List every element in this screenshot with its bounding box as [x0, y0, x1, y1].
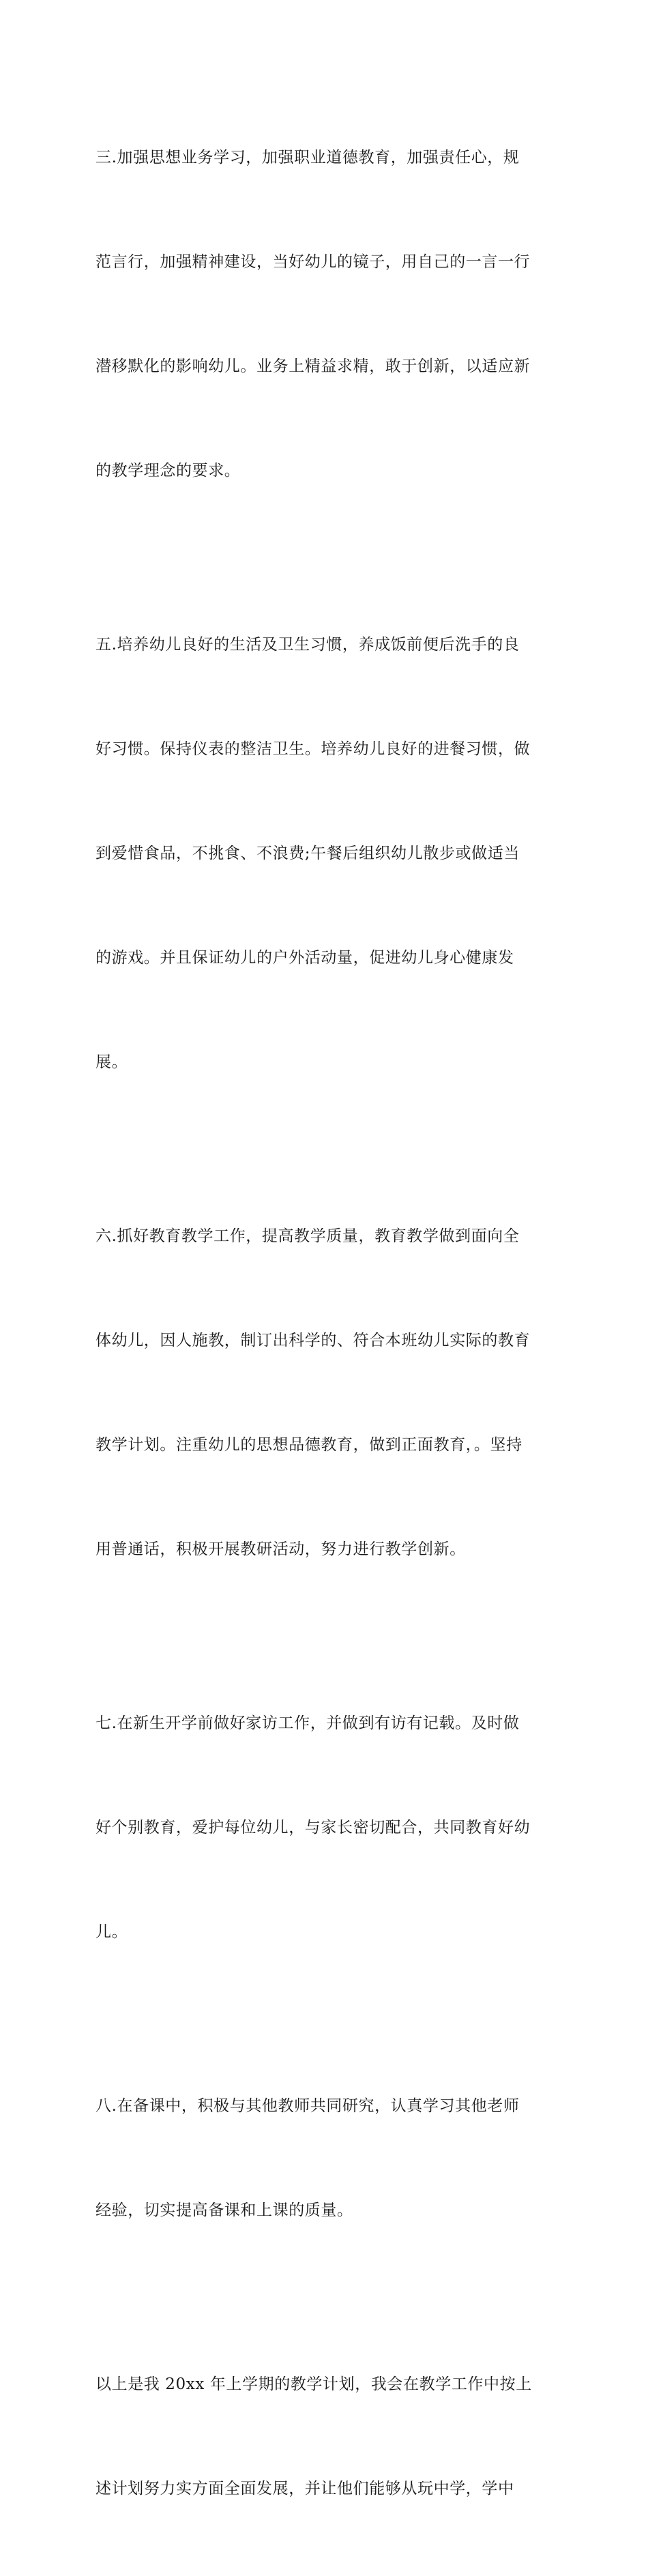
- text-line: 八.在备课中，积极与其他教师共同研究，认真学习其他老师: [95, 2097, 520, 2115]
- text-line: 以上是我 20xx 年上学期的教学计划，我会在教学工作中按上: [95, 2375, 532, 2393]
- text-line: 五.培养幼儿良好的生活及卫生习惯，养成饭前便后洗手的良: [95, 636, 520, 654]
- paragraph-section-3: [95, 71, 559, 558]
- text-line: 经验，切实提高备课和上课的质量。: [95, 2201, 353, 2219]
- text-line: 的游戏。并且保证幼儿的户外活动量，促进幼儿身心健康发: [95, 949, 514, 967]
- text-line: 体幼儿，因人施教，制订出科学的、符合本班幼儿实际的教育: [95, 1332, 531, 1349]
- paragraph-section-6: [95, 1150, 559, 1637]
- paragraph-section-8: [95, 2019, 559, 2298]
- text-line: 到爱惜食品，不挑食、不浪费;午餐后组织幼儿散步或做适当: [95, 845, 520, 862]
- text-line: 好个别教育，爱护每位幼儿，与家长密切配合，共同教育好幼: [95, 1819, 531, 1836]
- text-line: 用普通话，积极开展教研活动，努力进行教学创新。: [95, 1540, 466, 1558]
- text-line: 范言行，加强精神建设，当好幼儿的镜子，用自己的一言一行: [95, 253, 531, 271]
- text-line: 七.在新生开学前做好家访工作，并做到有访有记载。及时做: [95, 1714, 520, 1732]
- text-line: 展。: [95, 1053, 128, 1071]
- text-line: 儿。: [95, 1923, 128, 1941]
- document-body: [95, 71, 559, 2576]
- text-line: 潜移默化的影响幼儿。业务上精益求精，敢于创新，以适应新: [95, 357, 531, 375]
- text-line: 三.加强思想业务学习，加强职业道德教育，加强责任心，规: [95, 149, 520, 166]
- text-line: 述计划努力实方面全面发展，并让他们能够从玩中学，学中: [95, 2480, 514, 2498]
- text-line: 六.抓好教育教学工作，提高教学质量，教育教学做到面向全: [95, 1227, 520, 1245]
- paragraph-section-5: [95, 558, 559, 1150]
- paragraph-section-7: [95, 1637, 559, 2019]
- paragraph-conclusion: [95, 2298, 559, 2576]
- text-line: 的教学理念的要求。: [95, 462, 241, 480]
- text-line: 教学计划。注重幼儿的思想品德教育，做到正面教育，。坚持: [95, 1436, 522, 1454]
- text-line: 好习惯。保持仪表的整洁卫生。培养幼儿良好的进餐习惯，做: [95, 740, 531, 758]
